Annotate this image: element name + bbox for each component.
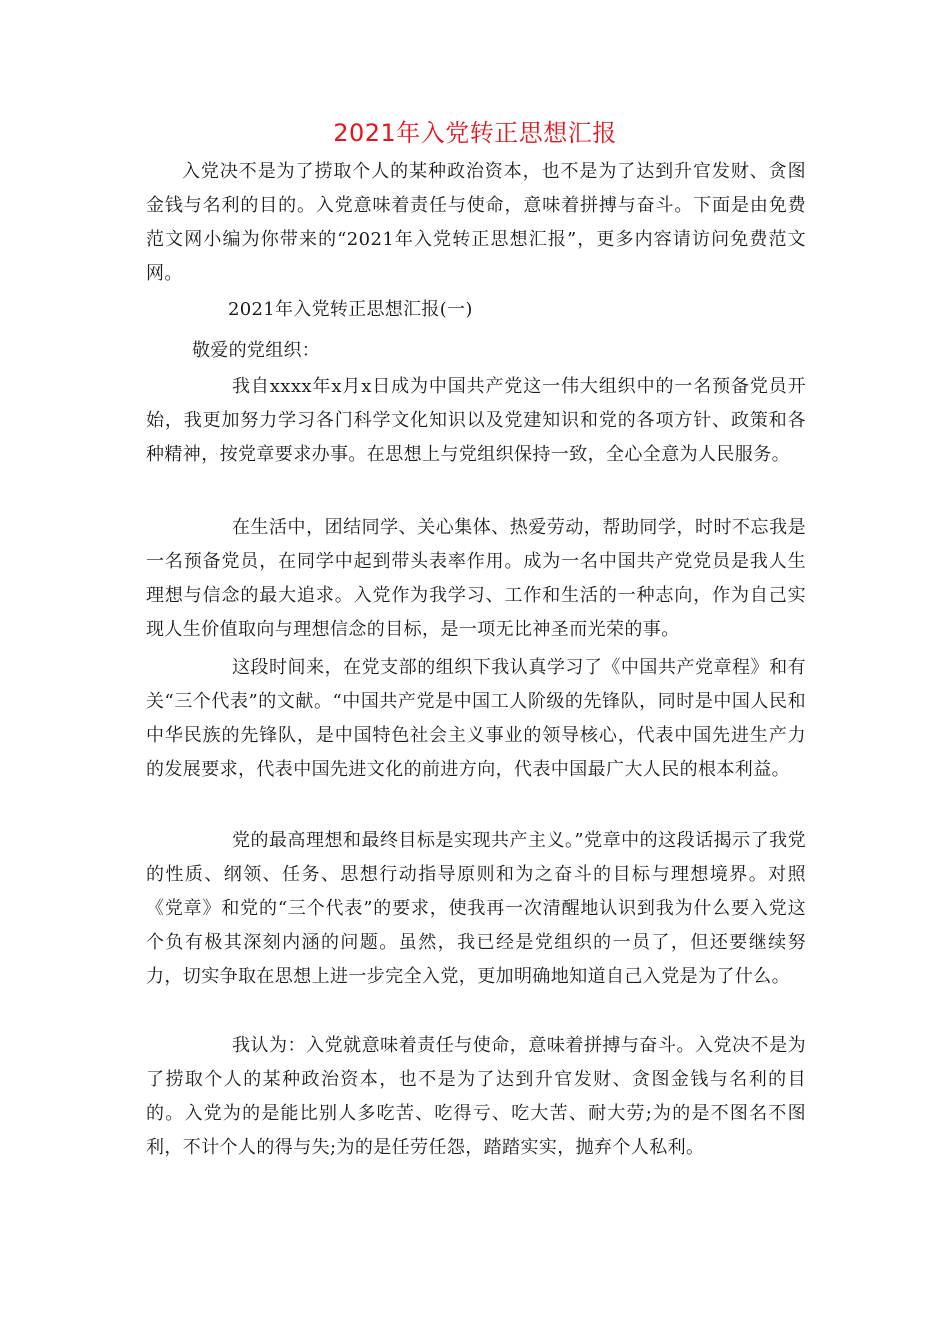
body-paragraph-1: 我自xxxx年x月x日成为中国共产党这一伟大组织中的一名预备党员开始，我更加努力学习各门科学文化知识以及党建知识和党的各项方针、政策和各种精神，按党章要求办事。在思想上与党组织保持一致，全心全意为人民服务。 [146, 376, 806, 465]
salutation: 敬爱的党组织： [192, 340, 321, 361]
document-title: 2021年入党转正思想汇报 [333, 119, 617, 147]
intro-paragraph: 入党决不是为了捞取个人的某种政治资本，也不是为了达到升官发财、贪图金钱与名利的目的。入党意味着责任与使命，意味着拼搏与奋斗。下面是由免费范文网小编为你带来的“2021年入党转正思想汇报”，更多内容请访问免费范文网。 [146, 161, 806, 284]
body-paragraph-3: 这段时间来，在党支部的组织下我认真学习了《中国共产党章程》和有关“三个代表”的文献。“中国共产党是中国工人阶级的先锋队，同时是中国人民和中华民族的先锋队，是中国特色社会主义事业的领导核心，代表中国先进生产力的发展要求，代表中国先进文化的前进方向，代表中国最广大人民的根本利益。 [146, 657, 806, 780]
body-paragraph-4: 党的最高理想和最终目标是实现共产主义。”党章中的这段话揭示了我党的性质、纲领、任务、思想行动指导原则和为之奋斗的目标与理想境界。对照《党章》和党的“三个代表”的要求，使我再一次清醒地认识到我为什么要入党这个负有极其深刻内涵的问题。虽然，我已经是党组织的一员了，但还要继续努力，切实争取在思想上进一步完全入党，更加明确地知道自己入党是为了什么。 [146, 830, 806, 987]
body-paragraph-2: 在生活中，团结同学、关心集体、热爱劳动，帮助同学，时时不忘我是一名预备党员，在同学中起到带头表率作用。成为一名中国共产党党员是我人生理想与信念的最大追求。入党作为我学习、工作和生活的一种志向，作为自己实现人生价值取向与理想信念的目标，是一项无比神圣而光荣的事。 [146, 517, 806, 640]
section-subtitle: 2021年入党转正思想汇报(一) [228, 299, 473, 320]
body-paragraph-5: 我认为：入党就意味着责任与使命，意味着拼搏与奋斗。入党决不是为了捞取个人的某种政治资本，也不是为了达到升官发财、贪图金钱与名利的目的。入党为的是能比别人多吃苦、吃得亏、吃大苦、耐大劳;为的是不图名不图利，不计个人的得与失;为的是任劳任怨，踏踏实实，抛弃个人私利。 [146, 1035, 806, 1158]
